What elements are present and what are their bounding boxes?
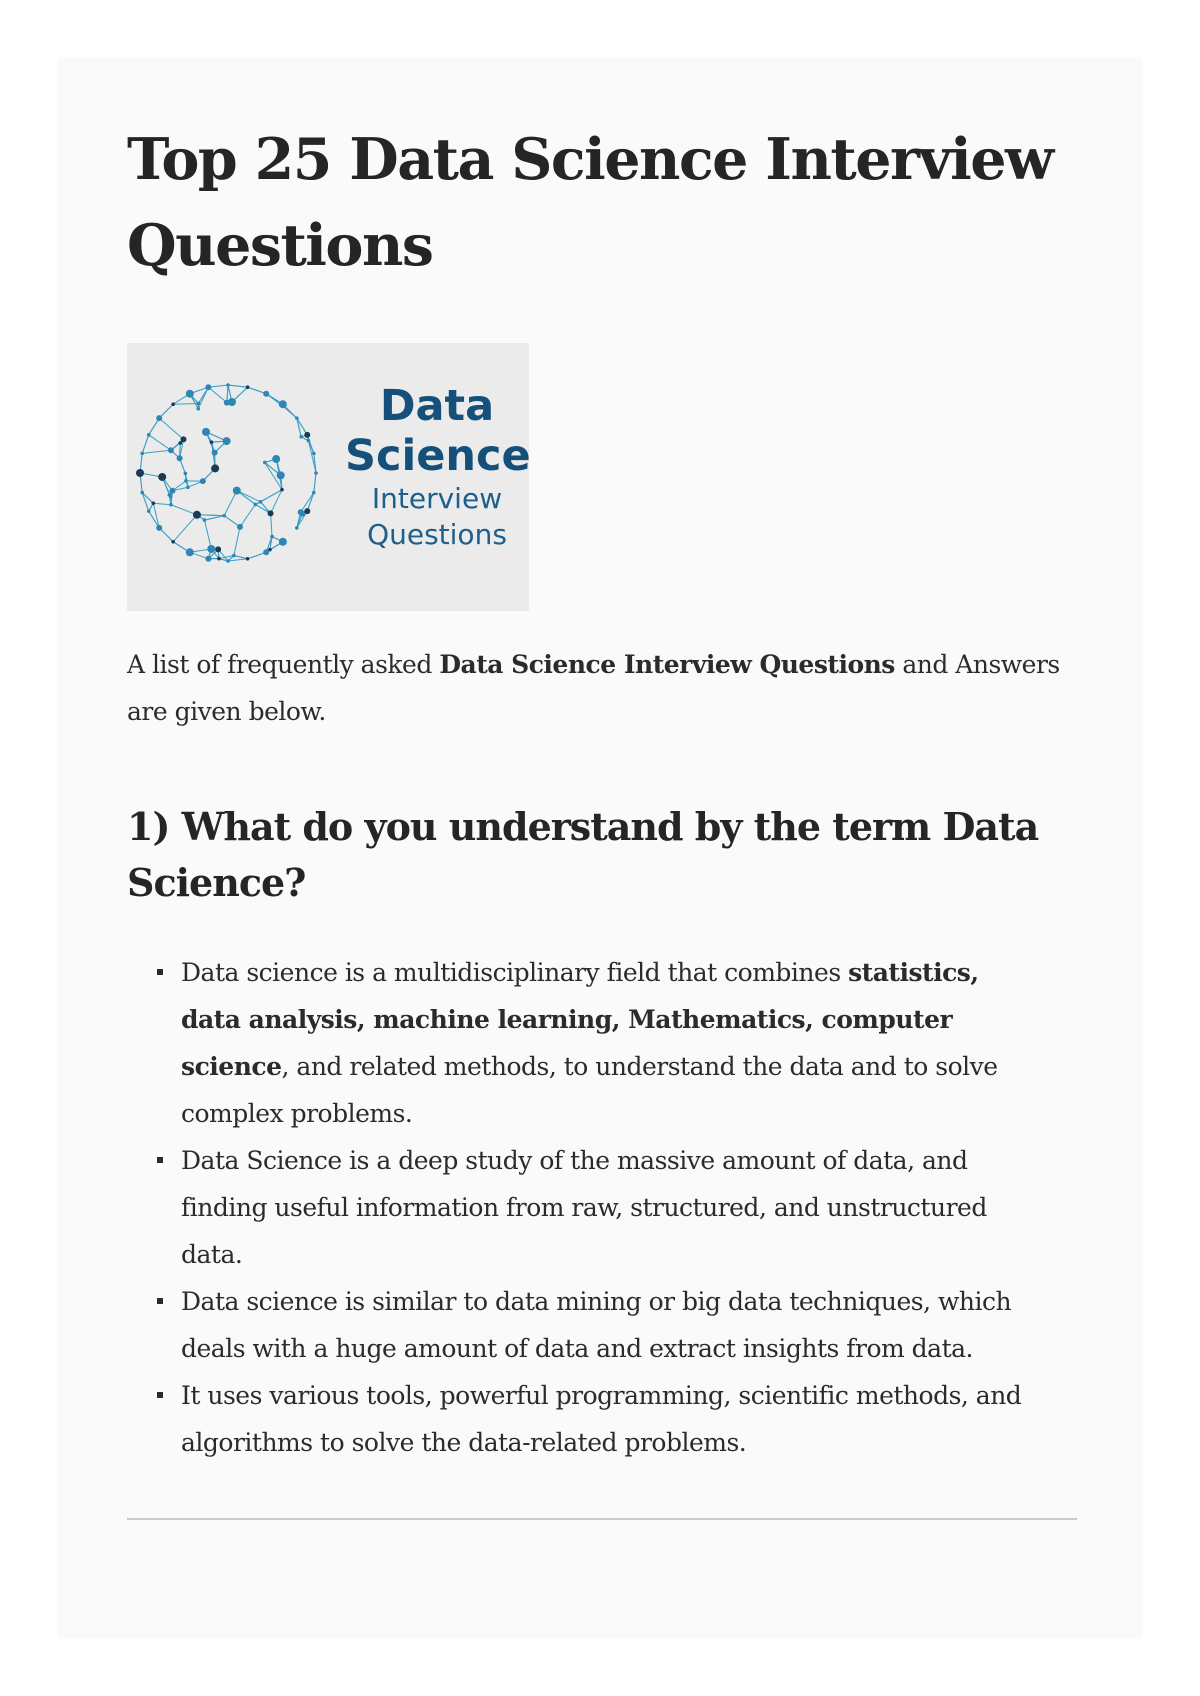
network-node — [312, 452, 316, 456]
network-node — [295, 526, 299, 530]
intro-text-end: and Answers are given below. — [127, 650, 1060, 726]
network-node — [237, 524, 243, 530]
network-link — [171, 505, 197, 515]
network-node — [226, 383, 230, 387]
network-node — [224, 400, 230, 406]
network-node — [156, 525, 162, 531]
network-node — [193, 511, 201, 519]
network-node — [151, 501, 155, 505]
network-link — [142, 435, 149, 454]
network-node — [268, 510, 274, 516]
network-node — [304, 432, 310, 438]
network-node — [140, 491, 144, 495]
network-node — [184, 472, 188, 476]
network-node — [186, 548, 194, 556]
network-link — [208, 387, 226, 402]
section-divider — [127, 1518, 1077, 1520]
question-1-answer-list — [127, 949, 1031, 1466]
question-1-heading: 1) What do you understand by the term Data Science? — [127, 804, 1039, 905]
network-node — [169, 495, 173, 499]
network-link — [153, 503, 171, 505]
network-link — [308, 441, 316, 473]
network-link — [228, 385, 248, 387]
network-node — [304, 508, 310, 514]
list-item-text: Data science is a multidisciplinary field that combines — [181, 958, 849, 987]
network-link — [234, 556, 248, 559]
network-link — [205, 520, 212, 549]
page-title: Top 25 Data Science Interview Questions — [127, 126, 1053, 279]
network-node — [233, 487, 241, 495]
network-node — [222, 514, 226, 518]
document-page — [57, 57, 1143, 1639]
network-node — [136, 469, 144, 477]
network-node — [263, 549, 269, 555]
list-item-text: Data science is similar to data mining or big data techniques, which deals with a huge amount of data and extract insights from data. — [181, 1287, 1012, 1363]
network-node — [205, 556, 211, 562]
network-node — [171, 540, 175, 544]
intro-bold-text: Data Science Interview Questions — [439, 650, 895, 679]
network-node — [295, 416, 299, 420]
network-node — [140, 452, 144, 456]
network-node — [215, 546, 221, 552]
network-node — [246, 557, 250, 561]
network-link — [224, 491, 237, 516]
list-item — [181, 1278, 1031, 1372]
network-link — [173, 515, 197, 542]
network-node — [307, 439, 311, 443]
list-item-text: It uses various tools, powerful programming, scientific methods, and algorithms to solve the data-related problems. — [181, 1381, 1022, 1457]
network-link — [149, 435, 171, 450]
network-link — [173, 403, 198, 404]
network-node — [212, 450, 218, 456]
network-node — [226, 559, 230, 563]
network-node — [147, 433, 151, 437]
network-link — [314, 473, 316, 493]
hero-line-interview: Interview — [371, 482, 503, 515]
network-node — [180, 436, 186, 442]
network-node — [205, 384, 211, 390]
network-node — [211, 464, 219, 472]
network-link — [271, 513, 272, 536]
intro-paragraph — [127, 641, 1077, 735]
network-node — [169, 488, 175, 494]
list-item-bold-text: statistics, data analysis, machine learning, Mathematics, computer science — [181, 958, 979, 1081]
network-node — [202, 428, 210, 436]
network-node — [259, 500, 263, 504]
network-node — [156, 415, 162, 421]
network-node — [254, 503, 258, 507]
network-node — [210, 440, 214, 444]
network-node — [168, 447, 174, 453]
network-node — [263, 461, 267, 465]
network-node — [158, 473, 166, 481]
network-node — [178, 441, 182, 445]
network-node — [277, 471, 285, 479]
network-link — [153, 503, 159, 528]
hero-caption — [345, 381, 529, 553]
network-link — [159, 418, 183, 439]
hero-line-data: Data — [379, 381, 495, 431]
network-globe-icon — [133, 373, 323, 573]
list-item-text-end: , and related methods, to understand the data and to solve complex problems. — [181, 1052, 998, 1128]
network-node — [272, 455, 280, 463]
network-node — [169, 503, 173, 507]
network-link — [205, 516, 225, 520]
network-node — [186, 485, 190, 489]
hero-line-science: Science — [345, 431, 531, 481]
network-node — [314, 471, 318, 475]
network-node — [279, 538, 287, 546]
network-node — [197, 402, 201, 406]
intro-text: A list of frequently asked — [127, 650, 440, 679]
network-node — [171, 402, 175, 406]
network-node — [232, 554, 236, 558]
network-node — [184, 479, 188, 483]
network-node — [246, 385, 250, 389]
list-item — [181, 1137, 1031, 1278]
network-link — [240, 504, 255, 526]
network-node — [299, 435, 303, 439]
article-content — [127, 117, 1077, 1520]
list-item-text: Data Science is a deep study of the massive amount of data, and finding useful information from raw, structured, and unstructured data. — [181, 1146, 987, 1269]
network-node — [280, 488, 284, 492]
network-node — [263, 391, 269, 397]
network-node — [217, 557, 221, 561]
network-node — [279, 400, 287, 408]
network-link — [234, 527, 240, 556]
network-node — [270, 535, 274, 539]
network-node — [186, 390, 194, 398]
network-node — [147, 509, 151, 513]
network-node — [196, 407, 200, 411]
network-node — [312, 491, 316, 495]
network-node — [223, 437, 231, 445]
network-link — [142, 450, 171, 453]
network-link — [197, 515, 224, 516]
hero-image — [127, 343, 529, 611]
network-node — [203, 518, 207, 522]
list-item — [181, 1372, 1031, 1466]
network-node — [207, 545, 215, 553]
network-node — [177, 455, 183, 461]
network-link — [228, 559, 248, 561]
network-node — [200, 478, 206, 484]
hero-line-questions: Questions — [367, 518, 507, 551]
list-item — [181, 949, 1031, 1137]
